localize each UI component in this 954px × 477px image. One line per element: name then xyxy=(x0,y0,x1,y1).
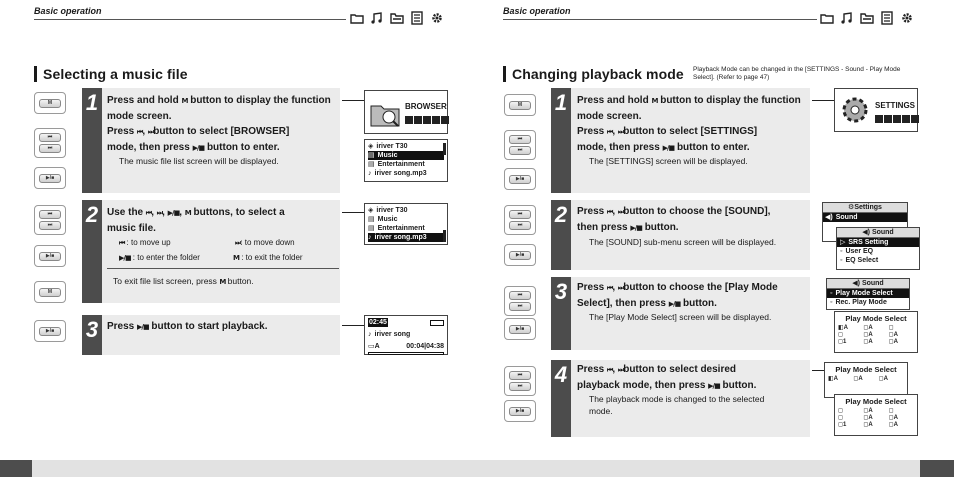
step-text: Use the ⏮, ⏭, ▶/■, M buttons, to select a music file. xyxy=(107,207,285,234)
music-icon xyxy=(370,11,384,25)
leader-line xyxy=(342,325,364,326)
step-note: The [Play Mode Select] screen will be displayed. xyxy=(589,312,772,322)
gear-icon xyxy=(838,93,872,127)
title-note: Playback Mode can be changed in the [SETTINGS - Sound - Play Mode Select]. (Refer to page 47) xyxy=(693,66,901,81)
step-number: 4 xyxy=(554,362,568,387)
header-icons-left xyxy=(350,11,444,25)
play-button-illustration: ▶/■ xyxy=(504,400,536,422)
play-button-illustration: ▶/■ xyxy=(34,320,66,342)
section-title-left: Selecting a music file xyxy=(43,66,188,82)
step-text: Press and hold M button to display the function mode screen. Press ⏮, ⏭button to select [BROWSER] mode, then press ▶/■ button to enter. xyxy=(107,95,331,153)
option-up: ⏮ : to move up xyxy=(119,238,171,247)
playback-screen: 02:45 ♪ iriver song ▭A 00:04|04:38 xyxy=(364,315,448,355)
list-item: ▤ Music xyxy=(368,151,444,160)
exit-note: To exit file list screen, press M button. xyxy=(113,276,254,286)
sound-menu-screen-2: ◀) Sound ◦ Play Mode Select ◦ Rec. Play Mode xyxy=(826,278,910,310)
folder-open-icon xyxy=(860,11,874,25)
leader-line xyxy=(342,100,364,101)
music-icon xyxy=(840,11,854,25)
list-item: ◦ Rec. Play Mode xyxy=(830,299,887,306)
footer-bar xyxy=(32,460,920,477)
step-note: The playback mode is changed to the selected mode. xyxy=(589,394,765,416)
settings-label: SETTINGS xyxy=(875,101,916,110)
section-title-right: Changing playback mode xyxy=(512,66,684,82)
option-down: ⏭: to move down xyxy=(235,238,295,247)
divider xyxy=(107,268,339,269)
settings-screen xyxy=(834,88,918,132)
m-button-illustration: M xyxy=(34,92,66,114)
play-mode-screen: Play Mode Select ◧A ◻A ◻ ◻ ◻A ◻A ◻1 ◻A ◻A xyxy=(834,311,918,353)
sound-menu-screen: ◀) Sound ▷ SRS Setting ◦ User EQ ◦ EQ Select xyxy=(836,227,920,270)
play-button-illustration: ▶/■ xyxy=(34,245,66,267)
folder-icon xyxy=(369,97,401,129)
header-rule-left xyxy=(34,19,346,20)
file-list-screen xyxy=(364,139,448,182)
prev-next-button-illustration: ⏮ ⏭ xyxy=(504,205,536,235)
step-number: 1 xyxy=(85,90,99,115)
folder-open-icon xyxy=(390,11,404,25)
list-item: ♪ iriver song.mp3 xyxy=(368,170,427,177)
m-button-illustration: M xyxy=(504,94,536,116)
option-exit: M : to exit the folder xyxy=(233,253,303,262)
step-text: Press ⏮, ⏭button to choose the [Play Mode Select], then press ▶/■ button. xyxy=(577,282,778,309)
step-note: The [SETTINGS] screen will be displayed. xyxy=(589,156,748,166)
step-text: Press ▶/■ button to start playback. xyxy=(107,321,268,332)
list-item: ▤ Entertainment xyxy=(368,225,425,232)
list-item: ◦ Play Mode Select xyxy=(827,289,909,298)
mode-icons xyxy=(405,116,449,124)
prev-next-button-illustration: ⏮ ⏭ xyxy=(504,130,536,160)
list-item: ◦ User EQ xyxy=(840,248,874,255)
header-label-right: Basic operation xyxy=(503,6,571,16)
prev-next-button-illustration: ⏮ ⏭ xyxy=(504,366,536,396)
step-note: The music file list screen will be displayed. xyxy=(119,156,279,166)
folder-icon xyxy=(820,11,834,25)
step-text: Press ⏮, ⏭button to select desired playback mode, then press ▶/■ button. xyxy=(577,364,757,391)
step-number: 2 xyxy=(85,202,99,227)
play-mode-screen: Play Mode Select ◻ ◻A ◻ ◻ ◻A ◻A ◻1 ◻A ◻A xyxy=(834,394,918,436)
list-item: ◦ EQ Select xyxy=(840,257,879,264)
list-item: ▷ SRS Setting xyxy=(837,238,919,247)
step-note: The [SOUND] sub-menu screen will be displayed. xyxy=(589,237,777,247)
gear-icon xyxy=(430,11,444,25)
step-number: 3 xyxy=(554,279,568,304)
play-button-illustration: ▶/■ xyxy=(504,318,536,340)
play-button-illustration: ▶/■ xyxy=(34,167,66,189)
play-button-illustration: ▶/■ xyxy=(504,244,536,266)
list-item: ◈ iriver T30 xyxy=(368,207,408,214)
prev-next-button-illustration: ⏮ ⏭ xyxy=(34,128,66,158)
header-label-left: Basic operation xyxy=(34,6,102,16)
option-enter: ▶/■ : to enter the folder xyxy=(119,253,200,262)
list-icon xyxy=(410,11,424,25)
play-mode-screen: Play Mode Select ◧A ◻A ◻A xyxy=(824,362,908,398)
browser-label: BROWSER xyxy=(405,102,447,111)
title-bar-right xyxy=(503,66,506,82)
folder-icon xyxy=(350,11,364,25)
list-item: ♪ iriver song.mp3 xyxy=(368,233,444,242)
step-text: Press ⏮, ⏭button to choose the [SOUND], then press ▶/■ button. xyxy=(577,206,771,233)
m-button-illustration: M xyxy=(34,281,66,303)
browser-screen xyxy=(364,90,448,134)
step-text: Press and hold M button to display the function mode screen. Press ⏮, ⏭button to select [SETTINGS] mode, then press ▶/■ button to enter. xyxy=(577,95,801,153)
leader-line xyxy=(812,100,834,101)
list-item: ◈ iriver T30 xyxy=(368,143,408,150)
play-button-illustration: ▶/■ xyxy=(504,168,536,190)
header-rule-right xyxy=(503,19,817,20)
prev-next-button-illustration: ⏮ ⏭ xyxy=(34,205,66,235)
list-item: ▤ Music xyxy=(368,216,398,223)
gear-icon xyxy=(900,11,914,25)
step-number: 1 xyxy=(554,90,568,115)
footer-tab-right xyxy=(920,460,954,477)
mode-icons xyxy=(875,115,919,123)
step-number: 3 xyxy=(85,317,99,342)
leader-line xyxy=(342,212,364,213)
list-icon xyxy=(880,11,894,25)
prev-next-button-illustration: ⏮ ⏭ xyxy=(504,286,536,316)
file-list-screen xyxy=(364,203,448,245)
leader-line xyxy=(812,370,824,371)
settings-menu-screen: ⚙Settings ◀) Sound xyxy=(822,202,908,242)
step-number: 2 xyxy=(554,202,568,227)
header-icons-right xyxy=(820,11,914,25)
title-bar-left xyxy=(34,66,37,82)
footer-tab-left xyxy=(0,460,32,477)
list-item: ▤ Entertainment xyxy=(368,161,425,168)
